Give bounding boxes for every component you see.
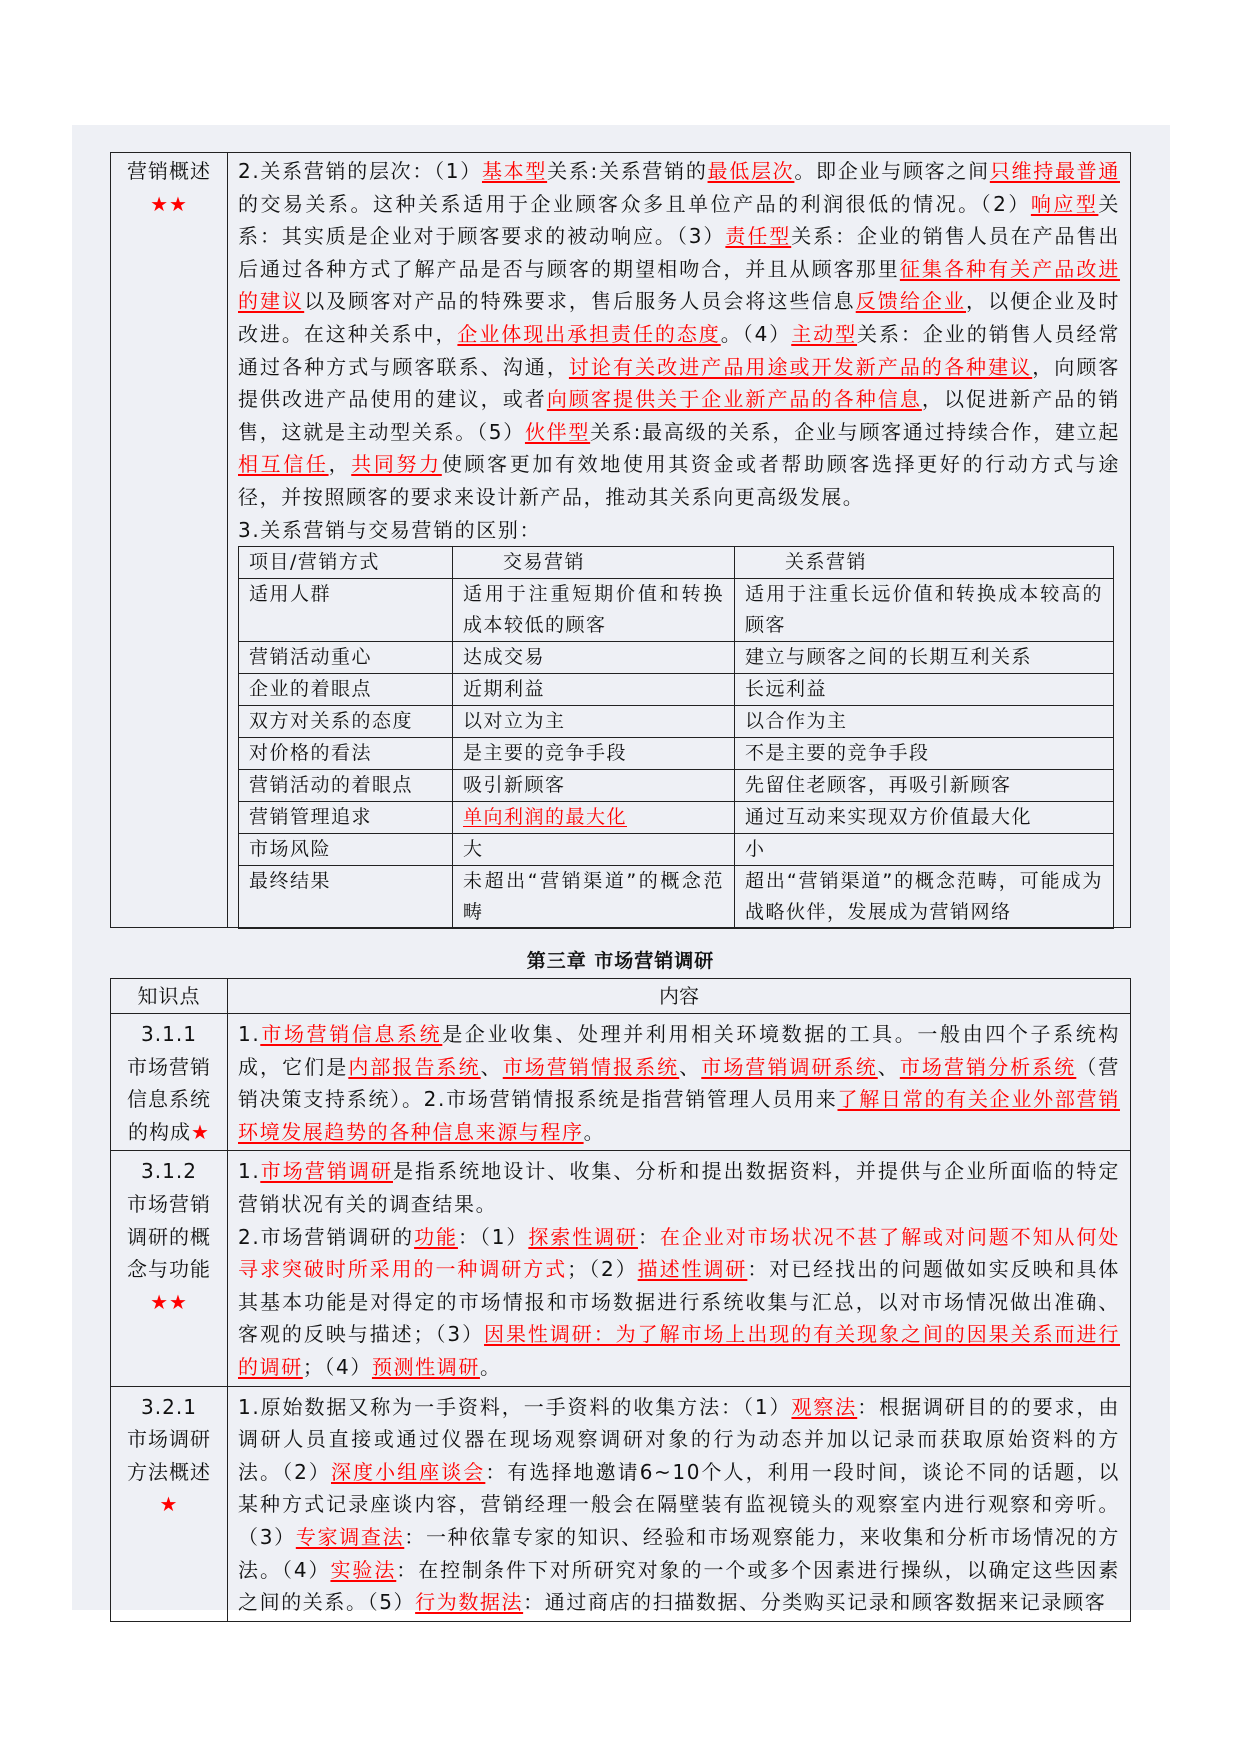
text-segment: 1.原始数据又称为一手资料，一手资料的收集方法：（1） bbox=[238, 1394, 792, 1419]
red-emphasis-text: 在企业对市场状况不甚了解或对问题不知从何处寻求突破时所采用的一种调研方式 bbox=[238, 1224, 1121, 1282]
transaction-marketing-value bbox=[453, 834, 735, 866]
text-segment: ：在控制条件下对所研究对象的一个或多个因素进行操纵，以确定这些因素之间的关系。（5） bbox=[238, 1557, 1120, 1615]
text-segment: ：通过商店的扫描数据、分类购买记录和顾客数据来记录顾客 bbox=[523, 1590, 1107, 1615]
text-segment: 的交易关系。这种关系适用于企业顾客众多且单位产品的利润很低的情况。（2） bbox=[238, 191, 1031, 216]
comparison-row bbox=[239, 770, 1114, 802]
transaction-marketing-value-text: 近期利益 bbox=[463, 678, 546, 701]
relationship-marketing-value-text: 适用于注重长远价值和转换成本较高的顾客 bbox=[745, 583, 1103, 637]
text-segment: ： bbox=[637, 1224, 660, 1249]
highlighted-key-term: 企业体现出承担责任的态度 bbox=[457, 321, 721, 346]
comparison-row bbox=[239, 706, 1114, 738]
content-cell bbox=[228, 1014, 1131, 1151]
text-segment: 是指系统地设计、收集、分析和提出数据资料，并提供与企业所面临的特定营销状况有关的调查结果。 bbox=[238, 1159, 1120, 1216]
relationship-marketing-value-text: 超出“营销渠道”的概念范畴，可能成为战略伙伴，发展成为营销网络 bbox=[745, 870, 1103, 924]
text-segment: （营销决策支持系统）。2.市场营销情报系统是指营销管理人员用来 bbox=[238, 1054, 1120, 1112]
comparison-item-text: 营销活动的着眼点 bbox=[249, 774, 414, 797]
text-segment: 、 bbox=[480, 1054, 503, 1079]
text-segment: 关系:最高级的关系，企业与顾客通过持续合作，建立起 bbox=[590, 419, 1121, 444]
knowledge-point-label: 营销概述 bbox=[127, 159, 211, 183]
comparison-item bbox=[239, 642, 453, 674]
relationship-marketing-value bbox=[735, 738, 1114, 770]
highlighted-key-term: 深度小组座谈会 bbox=[330, 1459, 486, 1484]
content-cell bbox=[228, 1386, 1131, 1621]
knowledge-label-wrap bbox=[113, 1188, 225, 1318]
knowledge-row bbox=[111, 1386, 1131, 1621]
text-segment: ， bbox=[328, 452, 352, 477]
comparison-item-text: 企业的着眼点 bbox=[249, 678, 373, 701]
knowledge-code: 3.1.1 bbox=[141, 1022, 197, 1046]
transaction-marketing-value-text: 未超出“营销渠道”的概念范畴 bbox=[463, 870, 724, 924]
highlighted-key-term: 市场营销信息系统 bbox=[260, 1022, 443, 1046]
importance-stars: ★★ bbox=[150, 191, 188, 216]
comparison-item bbox=[239, 834, 453, 866]
marketing-overview-table bbox=[110, 152, 1131, 928]
comparison-item-text: 最终结果 bbox=[249, 870, 332, 893]
header-relationship: 关系营销 bbox=[735, 547, 1114, 579]
relationship-marketing-value bbox=[735, 706, 1114, 738]
text-segment: ：一种依靠专家的知识、经验和市场观察能力，来收集和分析市场情况的方法。（4） bbox=[238, 1524, 1121, 1582]
transaction-marketing-value bbox=[453, 866, 735, 929]
text-segment: 关系：企业的销售人员在产品售出后通过各种方式了解产品是否与顾客的期望相吻合，并且从顾客那里 bbox=[238, 224, 1120, 281]
text-segment: ；（2） bbox=[567, 1257, 638, 1282]
comparison-row bbox=[239, 579, 1114, 642]
transaction-marketing-value-text: 达成交易 bbox=[463, 646, 546, 669]
text-segment: ，以便企业及时改进。在这种关系中， bbox=[238, 289, 1120, 346]
relationship-marketing-value-text: 小 bbox=[745, 838, 766, 861]
relationship-marketing-value bbox=[735, 802, 1114, 834]
highlighted-key-term: 描述性调研 bbox=[637, 1257, 748, 1282]
knowledge-point-label: 市场营销信息系统的构成 bbox=[127, 1054, 211, 1144]
text-segment: 。 bbox=[583, 1119, 606, 1144]
content-paragraph bbox=[238, 1221, 1120, 1384]
knowledge-point-label: 市场营销调研的概念与功能 bbox=[127, 1191, 211, 1282]
highlighted-key-term: 讨论有关改进产品用途或开发新产品的各种建议 bbox=[568, 354, 1033, 379]
knowledge-row bbox=[111, 1151, 1131, 1386]
comparison-row bbox=[239, 834, 1114, 866]
header-transaction: 交易营销 bbox=[453, 547, 735, 579]
text-segment: ：对已经找出的问题做如实反映和具体其基本功能是对得定的市场情报和市场数据进行系统收集与汇总，以对市场情况做出准确、客观的反映与描述；（3） bbox=[238, 1257, 1121, 1347]
text-segment: 2.市场营销调研的 bbox=[238, 1224, 415, 1249]
knowledge-point-cell bbox=[111, 153, 228, 928]
transaction-marketing-value bbox=[453, 642, 735, 674]
text-segment: 。（4） bbox=[720, 321, 792, 346]
text-segment: ：（1） bbox=[457, 1224, 529, 1249]
table-row bbox=[111, 153, 1131, 928]
highlighted-key-term: 观察法 bbox=[791, 1394, 858, 1419]
text-segment: 。即企业与顾客之间 bbox=[794, 159, 990, 183]
relationship-marketing-value bbox=[735, 770, 1114, 802]
text-segment: ：根据调研目的的要求，由调研人员直接或通过仪器在现场观察调研对象的行为动态并加以记录而获取原始资料的方法。（2） bbox=[238, 1394, 1120, 1484]
relationship-marketing-value-text: 长远利益 bbox=[745, 678, 828, 701]
highlighted-key-term: 因果性调研：为了解市场上出现的有关现象之间的因果关系而进行的调研 bbox=[238, 1322, 1120, 1379]
text-segment: 、 bbox=[679, 1054, 702, 1079]
comparison-row bbox=[239, 642, 1114, 674]
comparison-item bbox=[239, 674, 453, 706]
highlighted-key-term: 最低层次 bbox=[707, 159, 795, 183]
transaction-marketing-value bbox=[453, 738, 735, 770]
transaction-marketing-value bbox=[453, 674, 735, 706]
header-row bbox=[111, 979, 1131, 1014]
chapter-title: 第三章 市场营销调研 bbox=[526, 950, 715, 972]
highlighted-key-term: 向顾客提供关于企业新产品的各种信息 bbox=[546, 387, 922, 412]
relationship-marketing-value-text: 以合作为主 bbox=[745, 710, 848, 733]
comparison-item bbox=[239, 866, 453, 929]
highlighted-key-term: 实验法 bbox=[330, 1557, 397, 1582]
comparison-row bbox=[239, 738, 1114, 770]
highlighted-key-term: 主动型 bbox=[791, 321, 858, 346]
knowledge-code: 3.2.1 bbox=[141, 1394, 197, 1419]
highlighted-key-term: 专家调查法 bbox=[295, 1524, 405, 1549]
header-knowledge-point: 知识点 bbox=[111, 979, 228, 1014]
comparison-item-text: 营销管理追求 bbox=[249, 806, 373, 829]
knowledge-row bbox=[111, 1014, 1131, 1151]
highlighted-key-term: 伙伴型 bbox=[524, 419, 591, 444]
text-segment: 是企业收集、处理并利用相关环境数据的工具。一般由四个子系统构成，它们是 bbox=[238, 1022, 1120, 1079]
comparison-item bbox=[239, 770, 453, 802]
text-segment: 关系:关系营销的 bbox=[547, 159, 708, 183]
importance-stars: ★★ bbox=[150, 1289, 188, 1314]
transaction-marketing-value bbox=[453, 579, 735, 642]
highlighted-key-term: 预测性调研 bbox=[371, 1354, 480, 1379]
text-segment: ：有选择地邀请6~10个人，利用一段时间，谈论不同的话题，以某种方式记录座谈内容，营销经理一般会在隔壁装有监视镜头的观察室内进行观察和旁听。（3） bbox=[238, 1459, 1120, 1549]
highlighted-key-term: 行为数据法 bbox=[415, 1590, 524, 1615]
highlighted-key-term: 共同努力 bbox=[351, 452, 442, 477]
transaction-marketing-value-text: 单向利润的最大化 bbox=[463, 806, 628, 829]
knowledge-point-cell bbox=[111, 1014, 228, 1151]
comparison-row bbox=[239, 802, 1114, 834]
transaction-marketing-value-text: 适用于注重短期价值和转换成本较低的顾客 bbox=[463, 583, 724, 637]
comparison-row bbox=[239, 866, 1114, 929]
text-segment: ，以促进新产品的销售，这就是主动型关系。（5） bbox=[238, 387, 1120, 444]
relationship-marketing-value bbox=[735, 579, 1114, 642]
transaction-marketing-value-text: 大 bbox=[463, 838, 484, 861]
text-segment: ，向顾客提供改进产品使用的建议，或者 bbox=[238, 354, 1121, 412]
relationship-marketing-value-text: 先留住老顾客，再吸引新顾客 bbox=[745, 774, 1012, 797]
text-segment: 1. bbox=[238, 1022, 261, 1046]
comparison-item bbox=[239, 802, 453, 834]
highlighted-key-term: 市场营销调研系统 bbox=[701, 1054, 878, 1079]
content-paragraph bbox=[238, 1155, 1120, 1220]
transaction-marketing-value bbox=[453, 706, 735, 738]
relationship-marketing-value-text: 建立与顾客之间的长期互利关系 bbox=[745, 646, 1033, 669]
highlighted-key-term: 探索性调研 bbox=[528, 1224, 638, 1249]
text-segment: 。 bbox=[479, 1354, 502, 1379]
relationship-marketing-value bbox=[735, 674, 1114, 706]
comparison-row bbox=[239, 674, 1114, 706]
comparison-header-row bbox=[239, 547, 1114, 579]
text-segment: 2.关系营销的层次：（1） bbox=[238, 159, 482, 183]
text-segment: 以及顾客对产品的特殊要求，售后服务人员会将这些信息 bbox=[304, 289, 856, 314]
content-paragraph bbox=[238, 1391, 1120, 1619]
text-segment: 1. bbox=[238, 1159, 261, 1184]
importance-stars: ★ bbox=[191, 1119, 210, 1144]
text-segment: 关系：其实质是企业对于顾客要求的被动响应。（3） bbox=[238, 191, 1120, 249]
comparison-item-text: 对价格的看法 bbox=[249, 742, 373, 765]
highlighted-key-term: 只维持最普通 bbox=[989, 159, 1120, 183]
text-segment: 关系：企业的销售人员经常通过各种方式与顾客联系、沟通， bbox=[238, 321, 1121, 379]
highlighted-key-term: 征集各种有关产品改进的建议 bbox=[238, 256, 1121, 314]
highlighted-key-term: 功能 bbox=[414, 1224, 458, 1249]
knowledge-code: 3.1.2 bbox=[141, 1159, 197, 1184]
highlighted-key-term: 内部报告系统 bbox=[348, 1054, 481, 1079]
knowledge-point-label: 市场调研方法概述 bbox=[127, 1427, 211, 1484]
relationship-marketing-value bbox=[735, 834, 1114, 866]
text-segment: 、 bbox=[877, 1054, 900, 1079]
highlighted-key-term: 了解日常的有关企业外部营销环境发展趋势的各种信息来源与程序 bbox=[238, 1087, 1120, 1144]
comparison-item bbox=[239, 579, 453, 642]
header-item: 项目/营销方式 bbox=[239, 547, 453, 579]
highlighted-key-term: 市场营销情报系统 bbox=[502, 1054, 680, 1079]
transaction-marketing-value bbox=[453, 770, 735, 802]
content-cell bbox=[228, 1151, 1131, 1386]
relationship-marketing-value-text: 不是主要的竞争手段 bbox=[745, 742, 930, 765]
comparison-item-text: 市场风险 bbox=[249, 838, 332, 861]
header-content: 内容 bbox=[228, 979, 1131, 1014]
comparison-table bbox=[238, 546, 1114, 929]
text-segment: ；（4） bbox=[302, 1354, 372, 1379]
comparison-item-text: 双方对关系的态度 bbox=[249, 710, 414, 733]
knowledge-point-cell bbox=[111, 1151, 228, 1386]
transaction-marketing-value-text: 吸引新顾客 bbox=[463, 774, 566, 797]
relationship-levels-paragraph bbox=[238, 155, 1120, 514]
knowledge-point-cell bbox=[111, 1386, 228, 1621]
comparison-heading: 3.关系营销与交易营销的区别： bbox=[238, 517, 542, 542]
knowledge-label-wrap bbox=[113, 1423, 225, 1521]
text-segment: 使顾客更加有效地使用其资金或者帮助顾客选择更好的行动方式与途径，并按照顾客的要求来设计新产品，推动其关系向更高级发展。 bbox=[238, 452, 1121, 509]
relationship-marketing-value bbox=[735, 642, 1114, 674]
comparison-item-text: 适用人群 bbox=[249, 583, 332, 606]
comparison-item bbox=[239, 706, 453, 738]
highlighted-key-term: 责任型 bbox=[725, 224, 792, 249]
market-research-table bbox=[110, 978, 1131, 1622]
knowledge-label-wrap bbox=[113, 1051, 225, 1149]
relationship-marketing-value-text: 通过互动来实现双方价值最大化 bbox=[745, 806, 1033, 829]
content-cell bbox=[228, 153, 1131, 928]
highlighted-key-term: 市场营销调研 bbox=[260, 1159, 393, 1184]
highlighted-key-term: 响应型 bbox=[1030, 191, 1099, 216]
transaction-marketing-value-text: 是主要的竞争手段 bbox=[463, 742, 628, 765]
transaction-marketing-value-text: 以对立为主 bbox=[463, 710, 566, 733]
highlighted-key-term: 相互信任 bbox=[238, 452, 329, 477]
relationship-marketing-value bbox=[735, 866, 1114, 929]
highlighted-key-term: 基本型 bbox=[481, 159, 548, 183]
importance-stars: ★ bbox=[159, 1492, 179, 1517]
content-paragraph bbox=[238, 1018, 1120, 1148]
highlighted-key-term: 市场营销分析系统 bbox=[899, 1054, 1077, 1079]
comparison-item bbox=[239, 738, 453, 770]
highlighted-key-term: 反馈给企业 bbox=[855, 289, 967, 314]
transaction-marketing-value bbox=[453, 802, 735, 834]
comparison-item-text: 营销活动重心 bbox=[249, 646, 373, 669]
